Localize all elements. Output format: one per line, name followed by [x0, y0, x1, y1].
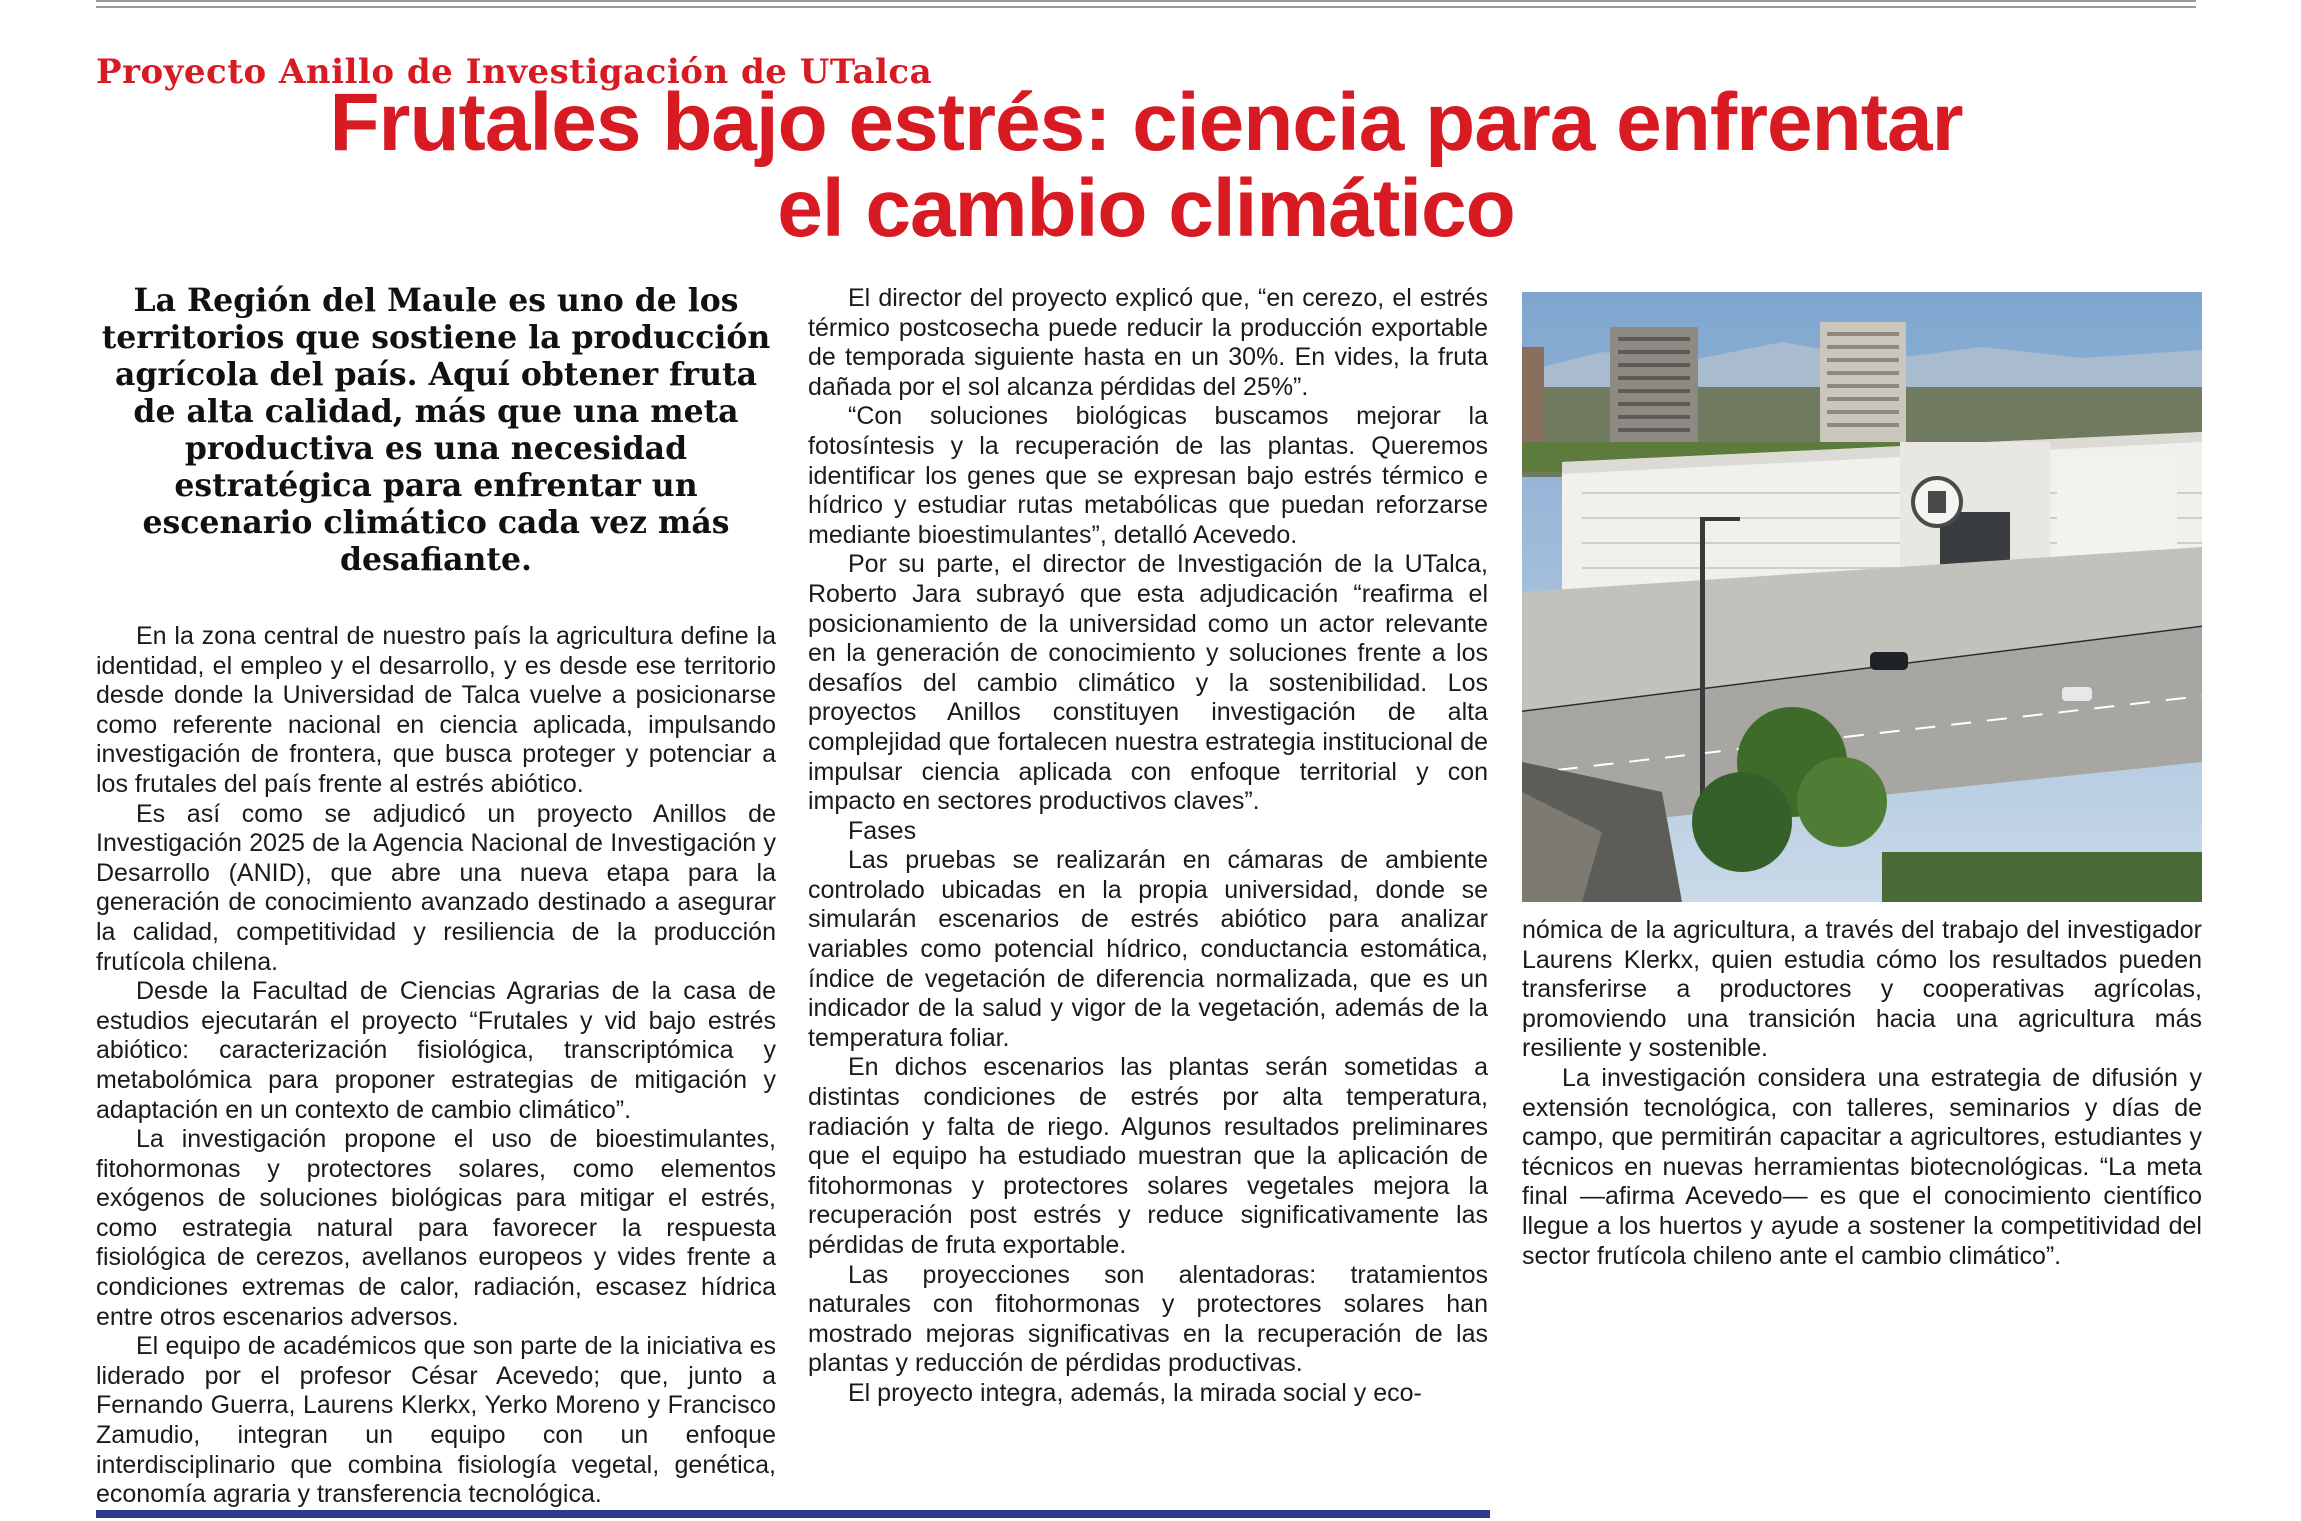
paragraph: El proyecto integra, además, la mirada social y eco-	[848, 1378, 1422, 1407]
headline-line-2: el cambio climático	[777, 163, 1515, 254]
paragraph: La investigación propone el uso de bioestimulantes, fitohormonas y protectores solares, como elementos exógenos de soluciones biológicas para mitigar el estrés, como estrategia natural para favorecer la respuesta fisiológica de cerezos, avellanos europeos y vides frente a condiciones extremas de calor, radiación, escasez hídrica entre otros escenarios adversos.	[96, 1125, 776, 1331]
paragraph: En dichos escenarios las plantas serán sometidas a distintas condiciones de estrés por alta temperatura, radiación y falta de riego. Algunos resultados preliminares que el equipo ha estudiado muestran que la aplicación de fitohormonas y protectores solares vegetales mejora la recuperación post estrés y reduce significativamente las pérdidas de fruta exportable.	[808, 1053, 1488, 1259]
paragraph: La investigación considera una estrategia de difusión y extensión tecnológica, con talleres, seminarios y días de campo, que permitirán capacitar a agricultores, estudiantes y técnicos en nuevas herramientas biotecnológicas. “La meta final —afirma Acevedo— es que el conocimiento científico llegue a los huertos y ayude a sostener la competitividad del sector frutícola chileno ante el cambio climático”.	[1522, 1063, 2202, 1270]
paragraph: “Con soluciones biológicas buscamos mejorar la fotosíntesis y la recuperación de las plantas. Queremos identificar los genes que se expresan bajo estrés térmico e hídrico y estudiar rutas metabólicas que puedan reforzarse mediante bioestimulantes”, detalló Acevedo.	[808, 402, 1488, 549]
column-2	[808, 284, 1488, 1409]
paragraph: Desde la Facultad de Ciencias Agrarias de la casa de estudios ejecutarán el proyecto “Frutales y vid bajo estrés abiótico: caracterización fisiológica, transcriptómica y metabolómica para proponer estrategias de mitigación y adaptación en un contexto de cambio climático”.	[96, 977, 776, 1124]
paragraph: Por su parte, el director de Investigación de la UTalca, Roberto Jara subrayó que esta adjudicación “reafirma el posicionamiento de la universidad como un actor relevante en la generación de conocimiento y soluciones frente a los desafíos del cambio climático y la sostenibilidad. Los proyectos Anillos constituyen investigación de alta complejidad que fortalecen nuestra estrategia institucional de impulsar ciencia aplicada con enfoque territorial y con impacto en sectores productivos claves”.	[808, 550, 1488, 816]
bottom-rule	[96, 1510, 1490, 1518]
headline-line-1: Frutales bajo estrés: ciencia para enfrentar	[329, 77, 1963, 168]
paragraph: El director del proyecto explicó que, “en cerezo, el estrés térmico postcosecha puede reducir la producción exportable de temporada siguiente hasta en un 30%. En vides, la fruta dañada por el sol alcanza pérdidas del 25%”.	[808, 284, 1488, 401]
paragraph: Las proyecciones son alentadoras: tratamientos naturales con fitohormonas y protectores solares han mostrado mejoras significativas en la recuperación de las plantas y reducción de pérdidas productivas.	[808, 1260, 1488, 1378]
campus-building-illustration	[1522, 292, 2202, 902]
headline	[96, 77, 2196, 254]
column-3	[1522, 916, 2202, 1271]
paragraph: El equipo de académicos que son parte de la iniciativa es liderado por el profesor César Acevedo; que, junto a Fernando Guerra, Laurens Klerkx, Yerko Moreno y Francisco Zamudio, integran un equipo con un enfoque interdisciplinario que combina fisiología vegetal, genética, economía agraria y transferencia tecnológica.	[96, 1332, 776, 1509]
paragraph: En la zona central de nuestro país la agricultura define la identidad, el empleo y el desarrollo, y es desde ese territorio desde donde la Universidad de Talca vuelve a posicionarse como referente nacional en ciencia aplicada, impulsando investigación de frontera, que busca proteger y potenciar a los frutales del país frente al estrés abiótico.	[96, 622, 776, 798]
column-1	[96, 622, 776, 1510]
campus-building-photo	[1522, 292, 2202, 902]
lead-paragraph: La Región del Maule es uno de los territorios que sostiene la producción agrícola del país. Aquí obtener fruta de alta calidad, más que una meta productiva es una necesidad estratégica para enfrentar un escenario climático cada vez más desafiante.	[101, 282, 771, 578]
top-rule	[96, 0, 2196, 8]
paragraph: Las pruebas se realizarán en cámaras de ambiente controlado ubicadas en la propia universidad, donde se simularán escenarios de estrés abiótico para analizar variables como potencial hídrico, conductancia estomática, índice de vegetación de diferencia normalizada, que es un indicador de la salud y vigor de la vegetación, además de la temperatura foliar.	[808, 846, 1488, 1052]
section-subhead: Fases	[848, 816, 917, 845]
paragraph: Es así como se adjudicó un proyecto Anillos de Investigación 2025 de la Agencia Nacional de Investigación y Desarrollo (ANID), que abre una nueva etapa para la generación de conocimiento avanzado destinado a asegurar la calidad, competitividad y resiliencia de la producción frutícola chilena.	[96, 799, 776, 976]
kicker: Proyecto Anillo de Investigación de UTalca	[96, 52, 933, 92]
paragraph: nómica de la agricultura, a través del trabajo del investigador Laurens Klerkx, quien estudia cómo los resultados pueden transferirse a productores y cooperativas agrícolas, promoviendo una transición hacia una agricultura más resiliente y sostenible.	[1522, 916, 2202, 1063]
